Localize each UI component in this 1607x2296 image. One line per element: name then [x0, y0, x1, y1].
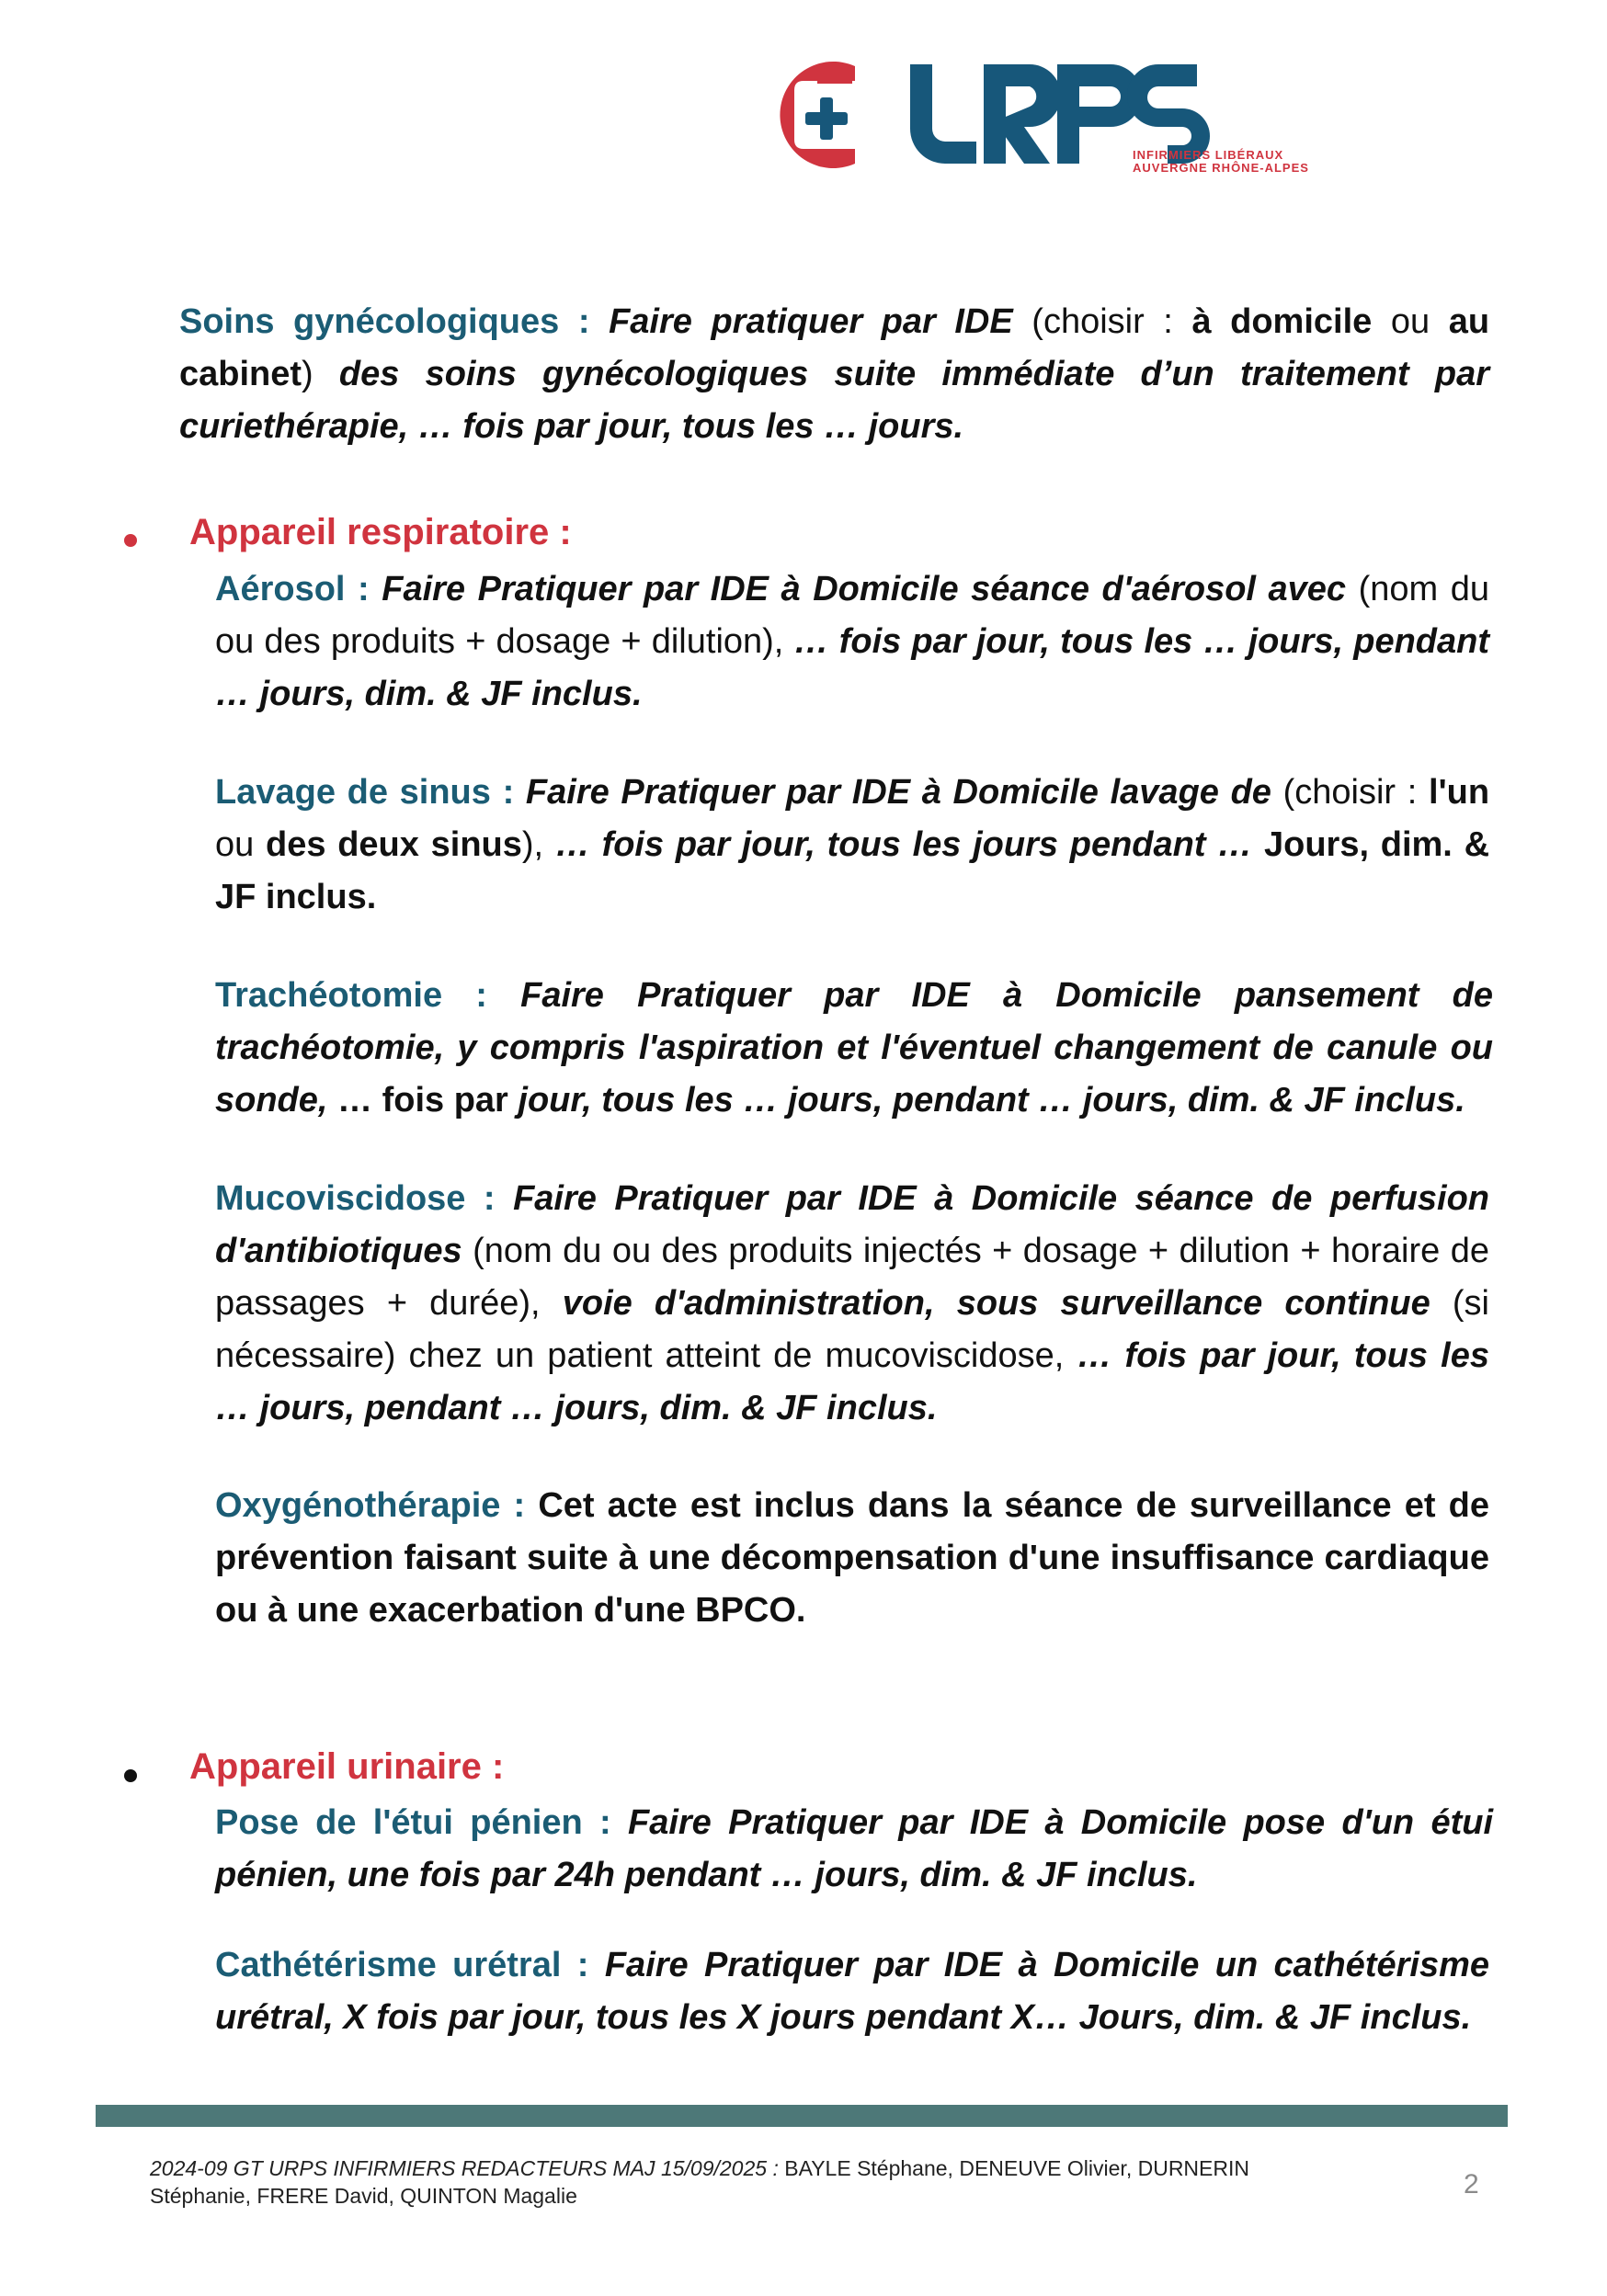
footer-reference: 2024-09 GT URPS INFIRMIERS REDACTEURS MAJ 15/09/2025 :	[150, 2156, 779, 2180]
bullet-icon	[124, 1769, 137, 1782]
text: (nom du ou des produits + dosage + dilution),	[215, 570, 1489, 661]
text: au cabinet	[179, 302, 1490, 393]
logo-subtitle-line2: AUVERGNE RHÔNE-ALPES	[1133, 161, 1309, 175]
text: des deux sinus	[266, 825, 522, 864]
text: l'un	[1429, 773, 1490, 812]
text: ou	[215, 825, 255, 864]
urps-logo	[763, 55, 1315, 175]
heading-aerosol: Aérosol :	[215, 570, 370, 608]
text: Faire Pratiquer par IDE à Domicile pose d'un étui pénien, une fois par 24h pendant … jours, dim. & JF inclus.	[215, 1803, 1494, 1894]
text: voie d'administration, sous surveillance continue	[562, 1284, 1430, 1323]
text: Faire Pratiquer par IDE à Domicile lavage de	[525, 773, 1271, 812]
paragraph-etui-penien	[215, 1797, 1493, 1902]
text: Faire Pratiquer par IDE à Domicile un cathétérisme urétral, X fois par jour, tous les X jours pendant X… Jours, dim. & JF inclus.	[215, 1946, 1490, 2037]
text: Faire Pratiquer par IDE à Domicile séance d'aérosol avec	[382, 570, 1347, 608]
text: Jours, dim. & JF inclus.	[215, 825, 1490, 916]
footer-credits	[150, 2154, 1253, 2210]
heading-soins-gynecologiques: Soins gynécologiques :	[179, 302, 590, 341]
paragraph-tracheotomie	[215, 970, 1493, 1127]
text: (nom du ou des produits injectés + dosage + dilution + horaire de passages + durée),	[215, 1232, 1489, 1323]
text: (si nécessaire) chez un patient atteint de mucoviscidose,	[215, 1284, 1489, 1375]
text: Faire pratiquer par IDE	[609, 302, 1013, 341]
text: jour, tous les … jours, pendant … jours, dim. & JF inclus.	[518, 1081, 1465, 1120]
heading-catheterisme: Cathétérisme urétral :	[215, 1946, 589, 1984]
text: ),	[521, 825, 544, 864]
paragraph-lavage-sinus	[215, 767, 1489, 924]
text: … fois par jour, tous les … jours, pendant … jours, dim. & JF inclus.	[215, 622, 1490, 713]
text: … fois par jour, tous les jours pendant …	[554, 825, 1253, 864]
heading-mucoviscidose: Mucoviscidose :	[215, 1179, 496, 1218]
heading-oxygenotherapie: Oxygénothérapie :	[215, 1486, 526, 1525]
heading-tracheotomie: Trachéotomie :	[215, 976, 487, 1015]
text: (choisir :	[1031, 302, 1173, 341]
text: ou	[1390, 302, 1430, 341]
text: Faire Pratiquer par IDE à Domicile pansement de trachéotomie, y compris l'aspiration et l'éventuel changement de canule ou sonde,	[215, 976, 1493, 1120]
text: )	[302, 355, 313, 393]
heading-lavage-sinus: Lavage de sinus :	[215, 773, 515, 812]
text: (choisir :	[1282, 773, 1418, 812]
section-heading-urinaire: Appareil urinaire :	[189, 1746, 505, 1787]
text: … fois par	[337, 1081, 508, 1120]
heading-etui-penien: Pose de l'étui pénien :	[215, 1803, 611, 1842]
bullet-icon	[124, 534, 137, 547]
paragraph-oxygenotherapie	[215, 1480, 1489, 1637]
paragraph-mucoviscidose	[215, 1173, 1489, 1435]
logo-subtitle-line1: INFIRMIERS LIBÉRAUX	[1133, 148, 1284, 162]
text: à domicile	[1191, 302, 1373, 341]
footer-authors: BAYLE Stéphane, DENEUVE Olivier, DURNERIN Stéphanie, FRERE David, QUINTON Magalie	[150, 2156, 1249, 2208]
section-heading-respiratoire: Appareil respiratoire :	[189, 512, 572, 552]
paragraph-aerosol	[215, 563, 1489, 721]
text: … fois par jour, tous les … jours, pendant … jours, dim. & JF inclus.	[215, 1336, 1489, 1427]
paragraph-soins-gynecologiques	[179, 296, 1489, 453]
paragraph-catheterisme	[215, 1939, 1489, 2044]
text: Faire Pratiquer par IDE à Domicile séance de perfusion d'antibiotiques	[215, 1179, 1490, 1270]
text: Cet acte est inclus dans la séance de surveillance et de prévention faisant suite à une décompensation d'une insuffisance cardiaque ou à une exacerbation d'une BPCO.	[215, 1486, 1489, 1630]
footer-divider	[96, 2105, 1508, 2127]
text: des soins gynécologiques suite immédiate d’un traitement par curiethérapie, … fois par jour, tous les … jours.	[179, 355, 1489, 446]
page-number: 2	[1464, 2169, 1479, 2199]
